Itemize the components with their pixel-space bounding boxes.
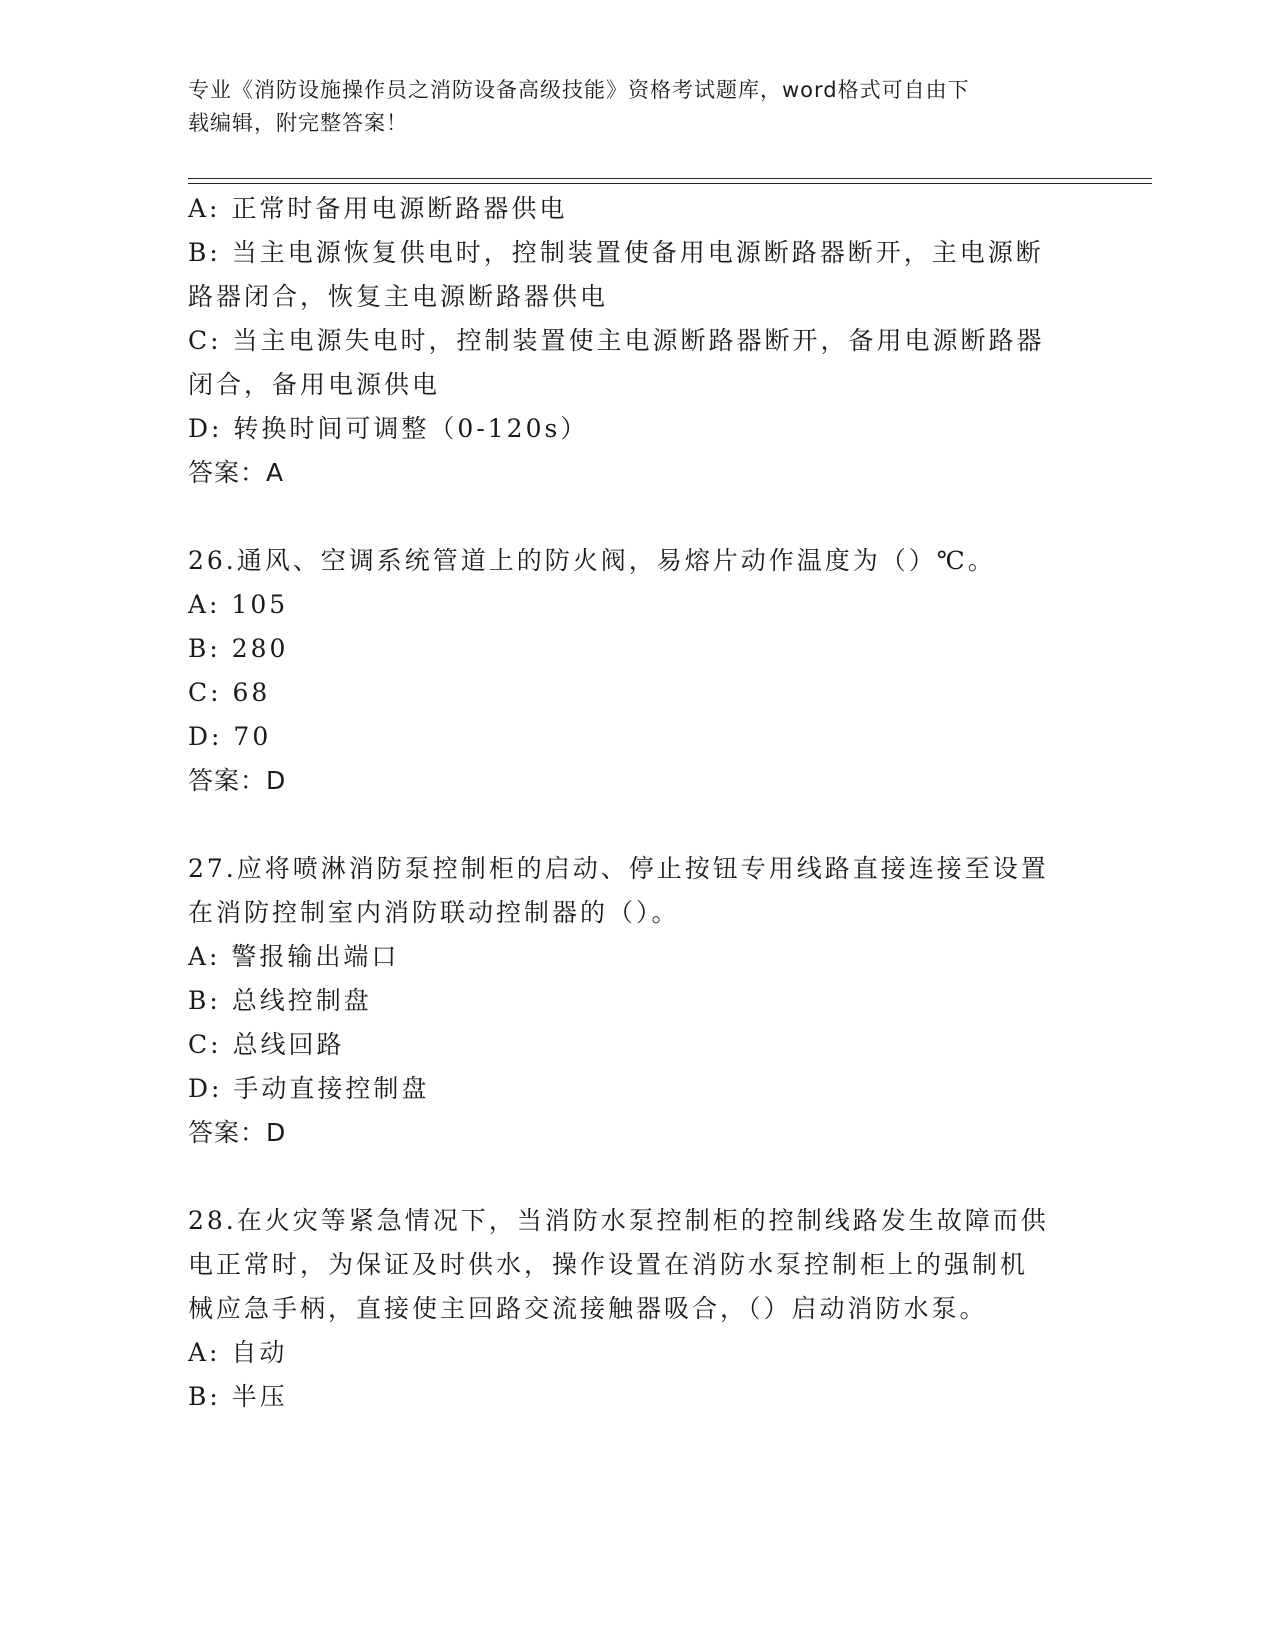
q27-answer: 答案：D (188, 1118, 287, 1147)
q26-option-d: D: 70 (188, 722, 272, 751)
header-line-2: 载编辑，附完整答案！ (188, 111, 408, 135)
q26-option-b: B: 280 (188, 634, 289, 663)
q25-answer: 答案：A (188, 458, 285, 487)
q28-stem-line-2: 电正常时，为保证及时供水，操作设置在消防水泵控制柜上的强制机 (188, 1250, 1029, 1279)
q26-answer: 答案：D (188, 766, 287, 795)
q27-option-d: D: 手动直接控制盘 (188, 1074, 430, 1103)
q27-option-b: B: 总线控制盘 (188, 986, 372, 1015)
header-divider-bottom (188, 183, 1152, 184)
q26-option-c: C: 68 (188, 678, 271, 707)
q25-option-d: D: 转换时间可调整（0-120s） (188, 414, 589, 443)
q28-option-a: A: 自动 (188, 1338, 288, 1367)
q26-stem: 26.通风、空调系统管道上的防火阀，易熔片动作温度为（）℃。 (188, 546, 996, 575)
q28-option-b: B: 半压 (188, 1382, 288, 1411)
q27-stem-line-1: 27.应将喷淋消防泵控制柜的启动、停止按钮专用线路直接连接至设置 (188, 854, 1049, 883)
header-line-1: 专业《消防设施操作员之消防设备高级技能》资格考试题库，word格式可自由下 (188, 78, 970, 102)
q28-stem-line-1: 28.在火灾等紧急情况下，当消防水泵控制柜的控制线路发生故障而供 (188, 1206, 1049, 1235)
q26-option-a: A: 105 (188, 590, 289, 619)
q25-option-b-line-2: 路器闭合，恢复主电源断路器供电 (188, 282, 609, 311)
q27-option-a: A: 警报输出端口 (188, 942, 400, 971)
document-header (188, 74, 1068, 140)
q28-stem-line-3: 械应急手柄，直接使主回路交流接触器吸合，（）启动消防水泵。 (188, 1294, 988, 1323)
q27-stem-line-2: 在消防控制室内消防联动控制器的（）。 (188, 898, 680, 927)
header-divider-top (188, 178, 1152, 179)
q27-option-c: C: 总线回路 (188, 1030, 345, 1059)
q25-option-b-line-1: B: 当主电源恢复供电时，控制装置使备用电源断路器断开，主电源断 (188, 238, 1044, 267)
q25-option-c-line-2: 闭合，备用电源供电 (188, 370, 441, 399)
q25-option-a: A: 正常时备用电源断路器供电 (188, 194, 568, 223)
q25-option-c-line-1: C: 当主电源失电时，控制装置使主电源断路器断开，备用电源断路器 (188, 326, 1045, 355)
